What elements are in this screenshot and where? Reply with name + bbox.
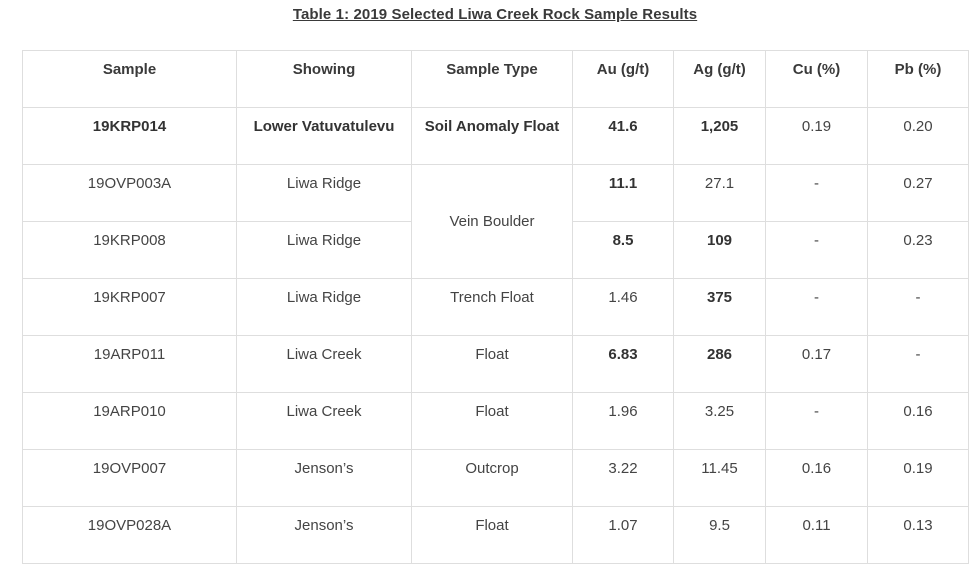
showing-cell: Liwa Ridge	[237, 279, 412, 336]
ag-cell: 1,205	[674, 108, 766, 165]
ag-cell: 109	[674, 222, 766, 279]
cu-cell: 0.19	[766, 108, 868, 165]
cu-cell: -	[766, 279, 868, 336]
au-cell: 1.46	[573, 279, 674, 336]
ag-cell: 375	[674, 279, 766, 336]
ag-cell: 286	[674, 336, 766, 393]
sample-cell: 19KRP007	[23, 279, 237, 336]
sample-type-cell: Float	[412, 336, 573, 393]
header-row	[23, 51, 969, 108]
column-header-showing: Showing	[237, 51, 412, 108]
cu-cell: 0.16	[766, 450, 868, 507]
sample-cell: 19OVP003A	[23, 165, 237, 222]
pb-cell: -	[868, 336, 969, 393]
au-cell: 11.1	[573, 165, 674, 222]
ag-cell: 3.25	[674, 393, 766, 450]
cu-cell: 0.11	[766, 507, 868, 564]
column-header-cu: Cu (%)	[766, 51, 868, 108]
table-caption: Table 1: 2019 Selected Liwa Creek Rock Sample Results	[292, 6, 698, 23]
cu-cell: -	[766, 393, 868, 450]
column-header-sample-type: Sample Type	[412, 51, 573, 108]
column-header-pb: Pb (%)	[868, 51, 969, 108]
table-row	[23, 507, 969, 564]
sample-type-cell: Outcrop	[412, 450, 573, 507]
pb-cell: 0.16	[868, 393, 969, 450]
table-row	[23, 279, 969, 336]
au-cell: 8.5	[573, 222, 674, 279]
showing-cell: Jenson’s	[237, 507, 412, 564]
results-table	[22, 50, 969, 564]
sample-cell: 19OVP028A	[23, 507, 237, 564]
column-header-ag: Ag (g/t)	[674, 51, 766, 108]
au-cell: 3.22	[573, 450, 674, 507]
pb-cell: -	[868, 279, 969, 336]
ag-cell: 27.1	[674, 165, 766, 222]
cu-cell: -	[766, 165, 868, 222]
pb-cell: 0.13	[868, 507, 969, 564]
cu-cell: -	[766, 222, 868, 279]
sample-type-cell: Vein Boulder	[412, 165, 573, 279]
column-header-sample: Sample	[23, 51, 237, 108]
ag-cell: 9.5	[674, 507, 766, 564]
sample-type-cell: Float	[412, 393, 573, 450]
sample-type-cell: Float	[412, 507, 573, 564]
showing-cell: Liwa Ridge	[237, 222, 412, 279]
sample-cell: 19ARP010	[23, 393, 237, 450]
table-row	[23, 393, 969, 450]
pb-cell: 0.27	[868, 165, 969, 222]
sample-type-cell: Trench Float	[412, 279, 573, 336]
au-cell: 6.83	[573, 336, 674, 393]
table-row	[23, 108, 969, 165]
pb-cell: 0.19	[868, 450, 969, 507]
sample-cell: 19KRP014	[23, 108, 237, 165]
ag-cell: 11.45	[674, 450, 766, 507]
au-cell: 1.96	[573, 393, 674, 450]
pb-cell: 0.23	[868, 222, 969, 279]
showing-cell: Liwa Ridge	[237, 165, 412, 222]
showing-cell: Liwa Creek	[237, 393, 412, 450]
showing-cell: Lower Vatuvatulevu	[237, 108, 412, 165]
sample-type-cell: Soil Anomaly Float	[412, 108, 573, 165]
showing-cell: Liwa Creek	[237, 336, 412, 393]
sample-cell: 19KRP008	[23, 222, 237, 279]
table-row	[23, 336, 969, 393]
sample-cell: 19ARP011	[23, 336, 237, 393]
table-row	[23, 450, 969, 507]
pb-cell: 0.20	[868, 108, 969, 165]
showing-cell: Jenson’s	[237, 450, 412, 507]
cu-cell: 0.17	[766, 336, 868, 393]
column-header-au: Au (g/t)	[573, 51, 674, 108]
au-cell: 41.6	[573, 108, 674, 165]
au-cell: 1.07	[573, 507, 674, 564]
table-row	[23, 165, 969, 222]
sample-cell: 19OVP007	[23, 450, 237, 507]
